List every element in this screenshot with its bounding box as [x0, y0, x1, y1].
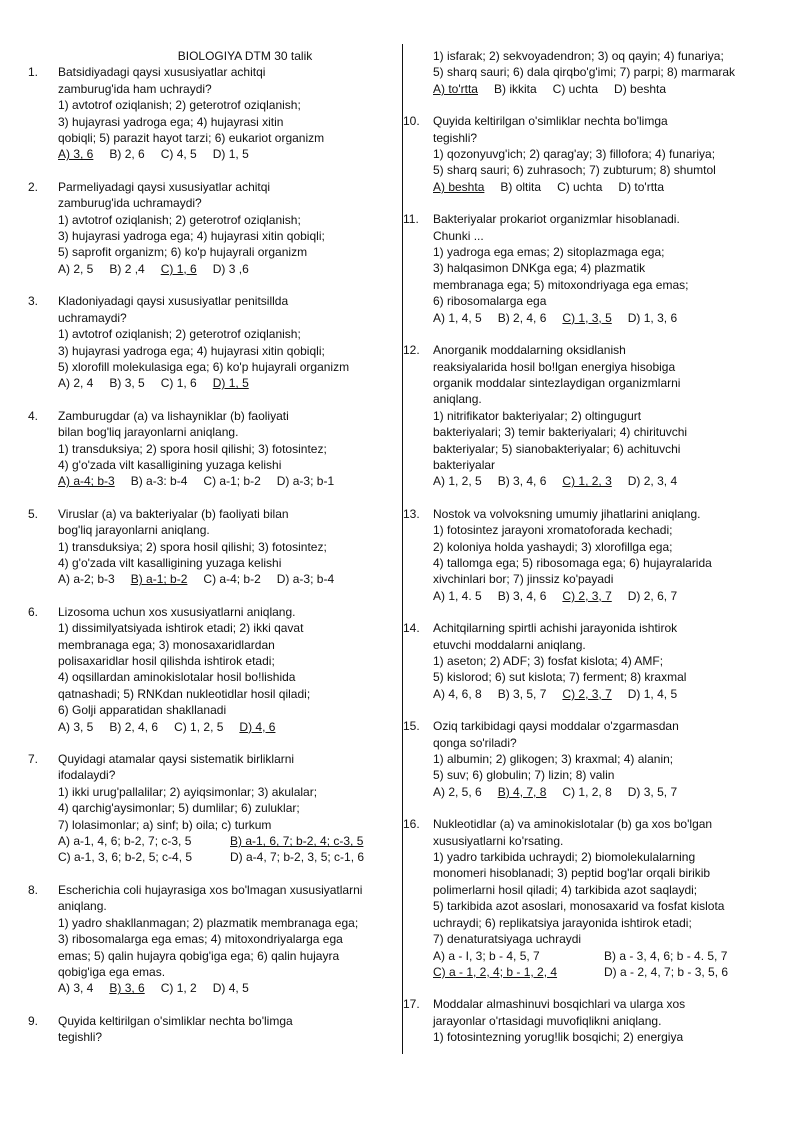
answer-option: A) 3, 4: [58, 981, 94, 996]
answer-options: [433, 784, 775, 800]
question-text-line: 6) ribosomalarga ega: [433, 294, 547, 309]
question-number: 7.: [28, 752, 39, 767]
answer-option-correct: D) 4, 6: [239, 719, 276, 734]
answer-option: C) 4, 5: [160, 147, 197, 162]
answer-option: D) a - 2, 4, 7; b - 3, 5, 6: [604, 964, 729, 979]
question-text-line: 1) nitrifikator bakteriyalar; 2) oltingugurt: [433, 408, 642, 423]
question-text-line: qatnashadi; 5) RNKdan nukleotidlar hosil qiladi;: [58, 686, 311, 701]
question-text-line: 5) suv; 6) globulin; 7) lizin; 8) valin: [433, 768, 615, 783]
question-number: 5.: [28, 506, 39, 521]
question-body: [433, 996, 775, 1045]
answer-option-correct: C) 1, 2, 3: [562, 474, 612, 489]
question-item: [28, 179, 402, 277]
answer-option: D) 2, 6, 7: [627, 588, 678, 603]
question-text-line: bakteriyalar; 5) sianobakteriyalar; 6) achituvchi: [433, 441, 681, 456]
answer-option: B) ikkita: [493, 81, 537, 96]
answer-option: A) a - I, 3; b - 4, 5, 7: [433, 948, 540, 963]
question-text-line: Oziq tarkibidagi qaysi moddalar o'zgarmasdan: [433, 719, 679, 734]
answer-option-correct: C) 1, 6: [160, 261, 197, 276]
answer-option-correct: B) 3, 6: [109, 981, 145, 996]
answer-options: [58, 473, 402, 489]
question-number: 6.: [28, 604, 39, 619]
question-item: [403, 48, 775, 97]
question-text-line: Achitqilarning spirtli achishi jarayonida ishtirok: [433, 621, 678, 636]
answer-option-correct: C) 2, 3, 7: [562, 686, 612, 701]
question-text-line: 6) Golji apparatidan shakllanadi: [58, 703, 227, 718]
right-column: [403, 48, 775, 1062]
answer-options: [433, 686, 775, 702]
question-item: [28, 293, 402, 391]
question-item: [403, 816, 775, 980]
answer-options: [58, 375, 402, 391]
question-text-line: 1) yadro shakllanmagan; 2) plazmatik membranaga ega;: [58, 915, 359, 930]
question-text-line: 1) fotosintez jarayoni xromatoforada kechadi;: [433, 523, 673, 538]
answer-options: [433, 473, 775, 489]
answer-options: [433, 310, 775, 326]
question-item: [28, 1013, 402, 1046]
question-number: 16.: [403, 817, 420, 832]
answer-option: B) 2, 4, 6: [497, 310, 547, 325]
answer-options: [433, 179, 775, 195]
answer-option: D) 3, 5, 7: [627, 784, 678, 799]
question-body: [58, 604, 402, 735]
question-text-line: 3) hujayrasi yadroga ega; 4) hujayrasi xitin qobiqli;: [58, 343, 325, 358]
question-text-line: 2) koloniya holda yashaydi; 3) xlorofillga ega;: [433, 539, 673, 554]
question-text-line: 3) ribosomalarga ega emas; 4) mitoxondriyalarga ega: [58, 932, 343, 947]
answer-option: B) 2 ,4: [109, 261, 145, 276]
question-text-line: membranaga ega; 3) monosaxaridlardan: [58, 637, 275, 652]
question-text-line: bakteriyalar: [433, 457, 496, 472]
question-text-line: qobiqli; 5) parazit hayot tarzi; 6) eukariot organizm: [58, 131, 325, 146]
answer-options: [433, 588, 775, 604]
answer-options: [58, 261, 402, 277]
question-text-line: polisaxaridlar hosil qilishda ishtirok etadi;: [58, 654, 275, 668]
question-number: 9.: [28, 1013, 39, 1028]
answer-options: [58, 146, 402, 162]
question-text-line: 5) kislorod; 6) sut kislota; 7) ferment; 8) kraxmal: [433, 670, 687, 685]
answer-option: B) a-3: b-4: [130, 474, 188, 489]
answer-option: B) 2, 4, 6: [109, 719, 159, 734]
answer-option: D) to'rtta: [618, 179, 665, 194]
question-text-line: Nostok va volvoksning umumiy jihatlarini aniqlang.: [433, 506, 701, 521]
question-text-line: 1) qozonyuvg'ich; 2) qarag'ay; 3) fillofora; 4) funariya;: [433, 147, 716, 162]
answer-option-correct: B) 4, 7, 8: [497, 784, 547, 799]
answer-option: D) 2, 3, 4: [627, 474, 678, 489]
question-text-line: Kladoniyadagi qaysi xususiyatlar penitsillda: [58, 294, 289, 309]
page-title: BIOLOGIYA DTM 30 talik: [177, 49, 313, 63]
answer-option-correct: A) a-4; b-3: [58, 474, 115, 489]
question-number: 13.: [403, 506, 420, 521]
question-text-line: xivchinlari bor; 7) jinssiz ko'payadi: [433, 572, 614, 587]
answer-option: A) 2, 5, 6: [433, 784, 482, 799]
question-text-line: aniqlang.: [433, 392, 482, 407]
answer-option: B) a - 3, 4, 6; b - 4. 5, 7: [604, 948, 728, 963]
question-item: [403, 211, 775, 326]
question-text-line: 1) albumin; 2) glikogen; 3) kraxmal; 4) alanin;: [433, 752, 674, 767]
answer-option: C) 1, 2, 8: [562, 784, 612, 799]
question-text-line: Zamburugdar (a) va lishayniklar (b) faoliyati: [58, 408, 289, 423]
question-body: [433, 620, 775, 702]
question-body: [433, 816, 775, 980]
question-item: [28, 64, 402, 162]
answer-option: C) 1, 6: [160, 376, 197, 391]
answer-option: C) 1, 2: [160, 981, 197, 996]
answer-options: [58, 833, 402, 866]
question-text-line: Quyida keltirilgan o'simliklar nechta bo'limga: [58, 1013, 293, 1028]
answer-option-correct: C) 1, 3, 5: [562, 310, 612, 325]
question-text-line: 1) transduksiya; 2) spora hosil qilishi; 3) fotosintez;: [58, 441, 327, 456]
answer-option: B) 3, 5: [109, 376, 145, 391]
question-item: [28, 604, 402, 735]
question-text-line: polimerlarni hosil qiladi; 4) tarkibida azot saqlaydi;: [433, 882, 698, 897]
question-text-line: 5) tarkibida azot asoslari, monosaxarid va fosfat kislota: [433, 899, 725, 914]
answer-option: A) 1, 2, 5: [433, 474, 482, 489]
question-text-line: 1) avtotrof oziqlanish; 2) geterotrof oziqlanish;: [58, 98, 301, 113]
question-body: [58, 751, 402, 866]
answer-option: C) a-1; b-2: [203, 474, 261, 489]
answer-option-correct: A) beshta: [433, 179, 485, 194]
question-text-line: 1) aseton; 2) ADF; 3) fosfat kislota; 4) AMF;: [433, 654, 664, 668]
question-number: 10.: [403, 114, 420, 129]
question-text-line: emas; 5) qalin hujayra qobig'iga ega; 6) qalin hujayra: [58, 948, 340, 963]
question-text-line: uchramaydi?: [58, 310, 127, 325]
question-text-line: 3) halqasimon DNKga ega; 4) plazmatik: [433, 261, 646, 276]
question-text-line: 1) avtotrof oziqlanish; 2) geterotrof oziqlanish;: [58, 212, 301, 227]
question-text-line: xususiyatlarni ko'rsating.: [433, 833, 564, 848]
answer-option: A) 1, 4. 5: [433, 588, 482, 603]
answer-option: D) a-4, 7; b-2, 3, 5; c-1, 6: [230, 850, 365, 865]
answer-option: A) 4, 6, 8: [433, 686, 482, 701]
answer-option: D) 3 ,6: [212, 261, 249, 276]
answer-option: A) 2, 4: [58, 376, 94, 391]
question-body: [58, 1013, 402, 1046]
question-body: [58, 408, 402, 490]
question-item: [403, 113, 775, 195]
question-body: [58, 506, 402, 588]
answer-option-correct: B) a-1; b-2: [130, 572, 188, 587]
question-text-line: 3) hujayrasi yadroga ega; 4) hujayrasi xitin qobiqli;: [58, 229, 325, 244]
answer-option: C) a-4; b-2: [203, 572, 261, 587]
question-text-line: 1) fotosintezning yorug!lik bosqichi; 2) energiya: [433, 1030, 684, 1045]
answer-option-correct: A) 3, 6: [58, 147, 94, 162]
answer-option-correct: B) a-1, 6, 7; b-2, 4; c-3, 5: [230, 834, 364, 849]
question-number: 2.: [28, 179, 39, 194]
answer-option-correct: C) a - 1, 2, 4; b - 1, 2, 4: [433, 964, 558, 979]
answer-option: B) 3, 5, 7: [497, 686, 547, 701]
answer-option: A) a-1, 4, 6; b-2, 7; c-3, 5: [58, 834, 192, 849]
answer-option: C) uchta: [557, 179, 603, 194]
answer-option: A) a-2; b-3: [58, 572, 115, 587]
question-text-line: organik moddalar sintezlaydigan organizmlarni: [433, 375, 681, 390]
question-item: [403, 718, 775, 800]
question-text-line: Parmeliyadagi qaysi xususiyatlar achitqi: [58, 179, 271, 194]
answer-option-correct: D) 1, 5: [212, 376, 249, 391]
question-text-line: reaksiyalarida hosil bo!lgan energiya hisobiga: [433, 359, 676, 374]
question-item: [28, 506, 402, 588]
question-text-line: membranaga ega; 5) mitoxondriyaga ega emas;: [433, 277, 689, 292]
answer-option: C) 1, 2, 5: [174, 719, 224, 734]
question-item: [403, 506, 775, 604]
question-body: [433, 113, 775, 195]
question-text-line: etuvchi moddalarni aniqlang.: [433, 637, 586, 652]
question-item: [403, 996, 775, 1045]
question-text-line: 1) yadro tarkibida uchraydi; 2) biomolekulalarning: [433, 850, 696, 865]
question-body: [58, 293, 402, 391]
question-item: [403, 342, 775, 490]
answer-options: [58, 571, 402, 587]
question-text-line: Viruslar (a) va bakteriyalar (b) faoliyati bilan: [58, 506, 289, 521]
question-text-line: tegishli?: [433, 130, 478, 145]
answer-option: B) 3, 4, 6: [497, 474, 547, 489]
question-text-line: 7) denaturatsiyaga uchraydi: [433, 932, 582, 947]
question-text-line: 4) g'o'zada vilt kasalligining yuzaga kelishi: [58, 555, 282, 570]
question-number: 17.: [403, 997, 420, 1012]
answer-option: C) uchta: [552, 81, 599, 96]
answer-options: [433, 81, 775, 97]
answer-option: D) 1, 5: [212, 147, 249, 162]
left-column: [28, 48, 402, 1062]
question-text-line: 4) oqsillardan aminokislotalar hosil bo!lishida: [58, 670, 296, 685]
question-text-line: 5) sharq sauri; 6) dala qirqbo'g'imi; 7) parpi; 8) marmarak: [433, 65, 736, 80]
question-text-line: Lizosoma uchun xos xususiyatlarni aniqlang.: [58, 604, 296, 619]
question-text-line: bog'liq jarayonlarni aniqlang.: [58, 523, 210, 538]
question-text-line: zamburug'ida uchramaydi?: [58, 196, 202, 211]
answer-option: D) 1, 3, 6: [627, 310, 678, 325]
question-number: 3.: [28, 294, 39, 309]
question-text-line: ifodalaydi?: [58, 768, 116, 783]
question-text-line: 4) tallomga ega; 5) ribosomaga ega; 6) hujayralarida: [433, 555, 712, 570]
answer-option: D) beshta: [614, 81, 667, 96]
question-number: 11.: [403, 212, 419, 227]
question-text-line: 3) hujayrasi yadroga ega; 4) hujayrasi xitin: [58, 114, 284, 129]
question-text-line: qobig'iga ega emas.: [58, 964, 166, 979]
answer-option-correct: A) to'rtta: [433, 81, 478, 96]
question-item: [28, 751, 402, 866]
question-text-line: tegishli?: [58, 1030, 103, 1045]
question-text-line: aniqlang.: [58, 899, 107, 914]
answer-options: [433, 948, 775, 981]
question-body: [433, 506, 775, 604]
question-text-line: 1) isfarak; 2) sekvoyadendron; 3) oq qayin; 4) funariya;: [433, 49, 724, 63]
answer-option: C) a-1, 3, 6; b-2, 5; c-4, 5: [58, 850, 193, 865]
question-text-line: 1) transduksiya; 2) spora hosil qilishi; 3) fotosintez;: [58, 539, 327, 554]
answer-option: A) 2, 5: [58, 261, 94, 276]
question-text-line: zamburug'ida ham uchraydi?: [58, 81, 212, 96]
question-item: [28, 408, 402, 490]
question-text-line: Moddalar almashinuvi bosqichlari va ularga xos: [433, 997, 686, 1012]
question-text-line: 1) avtotrof oziqlanish; 2) geterotrof oziqlanish;: [58, 327, 301, 342]
question-text-line: 5) xlorofill molekulasiga ega; 6) ko'p hujayrali organizm: [58, 359, 350, 374]
answer-option: D) a-3; b-4: [276, 572, 335, 587]
question-body: [58, 64, 402, 162]
question-text-line: monomeri hisoblanadi; 3) peptid bog'lar orqali birikib: [433, 866, 711, 881]
question-text-line: Quyidagi atamalar qaysi sistematik birliklarni: [58, 752, 295, 767]
question-body: [433, 211, 775, 326]
question-text-line: 1) yadroga ega emas; 2) sitoplazmaga ega;: [433, 245, 665, 260]
answer-option: A) 3, 5: [58, 719, 94, 734]
answer-option: B) 2, 6: [109, 147, 145, 162]
answer-option: A) 1, 4, 5: [433, 310, 482, 325]
question-text-line: 1) ikki urug'pallalilar; 2) ayiqsimonlar; 3) akulalar;: [58, 784, 318, 799]
answer-option: D) a-3; b-1: [276, 474, 335, 489]
question-text-line: qonga so'riladi?: [433, 735, 517, 750]
question-number: 8.: [28, 882, 39, 897]
answer-option: D) 1, 4, 5: [627, 686, 678, 701]
question-text-line: Nukleotidlar (a) va aminokislotalar (b) ga xos bo'lgan: [433, 817, 713, 832]
question-text-line: 7) lolasimonlar; a) sinf; b) oila; c) turkum: [58, 817, 272, 832]
question-text-line: bilan bog'liq jarayonlarni aniqlang.: [58, 425, 239, 440]
question-text-line: Escherichia coli hujayrasiga xos bo'lmagan xususiyatlarni: [58, 882, 363, 897]
question-body: [433, 48, 775, 97]
question-text-line: 4) qarchig'aysimonlar; 5) dumlilar; 6) zuluklar;: [58, 801, 300, 816]
answer-option: B) oltita: [500, 179, 542, 194]
answer-option-correct: C) 2, 3, 7: [562, 588, 612, 603]
question-text-line: Chunki ...: [433, 228, 484, 243]
question-item: [403, 620, 775, 702]
question-number: 1.: [28, 65, 39, 80]
question-text-line: 1) dissimilyatsiyada ishtirok etadi; 2) ikki qavat: [58, 621, 304, 636]
question-body: [433, 718, 775, 800]
question-body: [433, 342, 775, 490]
question-text-line: Anorganik moddalarning oksidlanish: [433, 343, 626, 358]
answer-options: [58, 719, 402, 735]
question-body: [58, 882, 402, 997]
question-number: 14.: [403, 621, 420, 636]
question-text-line: Batsidiyadagi qaysi xususiyatlar achitqi: [58, 65, 266, 80]
question-number: 15.: [403, 719, 420, 734]
question-number: [403, 48, 433, 97]
question-number: 4.: [28, 408, 39, 423]
question-text-line: Bakteriyalar prokariot organizmlar hisoblanadi.: [433, 212, 680, 227]
question-text-line: jarayonlar o'rtasidagi muvofiqlikni aniqlang.: [433, 1013, 662, 1028]
question-number: 12.: [403, 343, 420, 358]
answer-options: [58, 980, 402, 996]
answer-option: B) 3, 4, 6: [497, 588, 547, 603]
question-item: [28, 882, 402, 997]
answer-option: D) 4, 5: [212, 981, 249, 996]
question-body: [58, 179, 402, 277]
question-text-line: 5) saprofit organizm; 6) ko'p hujayrali organizm: [58, 245, 308, 260]
question-text-line: bakteriyalari; 3) temir bakteriyalari; 4) chirituvchi: [433, 425, 688, 440]
question-text-line: Quyida keltirilgan o'simliklar nechta bo'limga: [433, 114, 668, 129]
question-text-line: 4) g'o'zada vilt kasalligining yuzaga kelishi: [58, 457, 282, 472]
question-text-line: uchraydi; 6) replikatsiya jarayonida ishtirok etadi;: [433, 915, 692, 930]
question-text-line: 5) sharq sauri; 6) zuhrasoch; 7) zubturum; 8) shumtol: [433, 163, 716, 178]
